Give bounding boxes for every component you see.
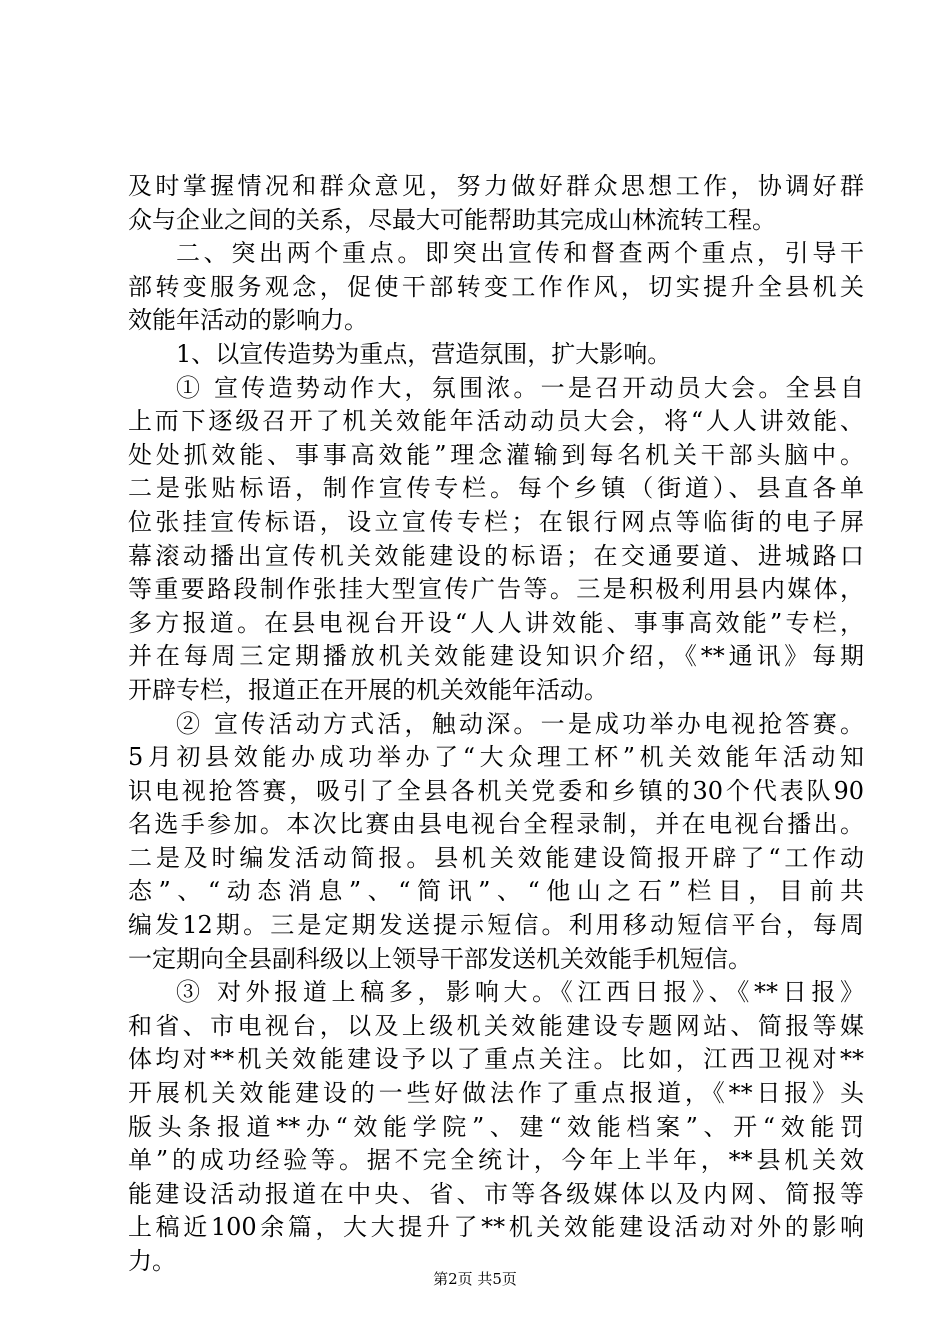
page-footer: 第2页 共5页 — [433, 1270, 517, 1288]
text-line: 一定期向全县副科级以上领导干部发送机关效能手机短信。 — [128, 944, 752, 973]
text-line: 幕滚动播出宣传机关效能建设的标语；在交通要道、进城路口 — [128, 541, 864, 570]
text-line: 和省、市电视台，以及上级机关效能建设专题网站、简报等媒 — [128, 1011, 864, 1040]
text-line: 能建设活动报道在中央、省、市等各级媒体以及内网、简报等 — [128, 1179, 864, 1208]
text-line: 效能年活动的影响力。 — [128, 306, 368, 335]
text-line: 开辟专栏，报道正在开展的机关效能年活动。 — [128, 675, 608, 704]
text-line: ① 宣传造势动作大，氛围浓。一是召开动员大会。全县自 — [176, 373, 864, 402]
text-line: 开展机关效能建设的一些好做法作了重点报道，《**日报》头 — [128, 1079, 864, 1108]
text-line: 二是张贴标语，制作宣传专栏。每个乡镇（街道）、县直各单 — [128, 474, 864, 503]
text-line: 及时掌握情况和群众意见，努力做好群众思想工作，协调好群 — [128, 172, 864, 200]
text-line: 5月初县效能办成功举办了“大众理工杯”机关效能年活动知 — [128, 743, 864, 772]
text-line: 多方报道。在县电视台开设“人人讲效能、事事高效能”专栏， — [128, 608, 864, 637]
text-line: 二、突出两个重点。即突出宣传和督查两个重点，引导干 — [176, 239, 864, 268]
text-line: 识电视抢答赛，吸引了全县各机关党委和乡镇的30个代表队90 — [128, 776, 864, 805]
text-line: ③ 对外报道上稿多，影响大。《江西日报》、《**日报》 — [176, 978, 864, 1007]
text-line: 处处抓效能、事事高效能”理念灌输到每名机关干部头脑中。 — [128, 440, 864, 469]
text-line: 体均对**机关效能建设予以了重点关注。比如，江西卫视对** — [128, 1045, 864, 1074]
text-line: 态”、“动态消息”、“简讯”、“他山之石”栏目，目前共 — [128, 877, 864, 906]
document-body — [128, 170, 864, 1279]
text-line: 上而下逐级召开了机关效能年活动动员大会，将“人人讲效能、 — [128, 407, 864, 436]
text-line: 位张挂宣传标语，设立宣传专栏；在银行网点等临街的电子屏 — [128, 507, 864, 536]
text-line: ② 宣传活动方式活，触动深。一是成功举办电视抢答赛。 — [176, 709, 864, 738]
text-line: 单”的成功经验等。据不完全统计，今年上半年，**县机关效 — [128, 1146, 864, 1175]
text-line: 等重要路段制作张挂大型宣传广告等。三是积极利用县内媒体， — [128, 575, 864, 604]
text-line: 1、以宣传造势为重点，营造氛围，扩大影响。 — [176, 339, 672, 368]
text-line: 上稿近100余篇，大大提升了**机关效能建设活动对外的影响 — [128, 1213, 864, 1242]
text-line: 编发12期。三是定期发送提示短信。利用移动短信平台，每周 — [128, 911, 864, 940]
text-line: 版头条报道**办“效能学院”、建“效能档案”、开“效能罚 — [128, 1112, 864, 1141]
text-line: 并在每周三定期播放机关效能建设知识介绍，《**通讯》每期 — [128, 642, 864, 671]
text-line: 力。 — [128, 1247, 176, 1275]
text-line: 二是及时编发活动简报。县机关效能建设简报开辟了“工作动 — [128, 843, 864, 872]
text-line: 部转变服务观念，促使干部转变工作作风，切实提升全县机关 — [128, 272, 864, 301]
text-line: 名选手参加。本次比赛由县电视台全程录制，并在电视台播出。 — [128, 810, 864, 839]
text-line: 众与企业之间的关系，尽最大可能帮助其完成山林流转工程。 — [128, 205, 776, 234]
